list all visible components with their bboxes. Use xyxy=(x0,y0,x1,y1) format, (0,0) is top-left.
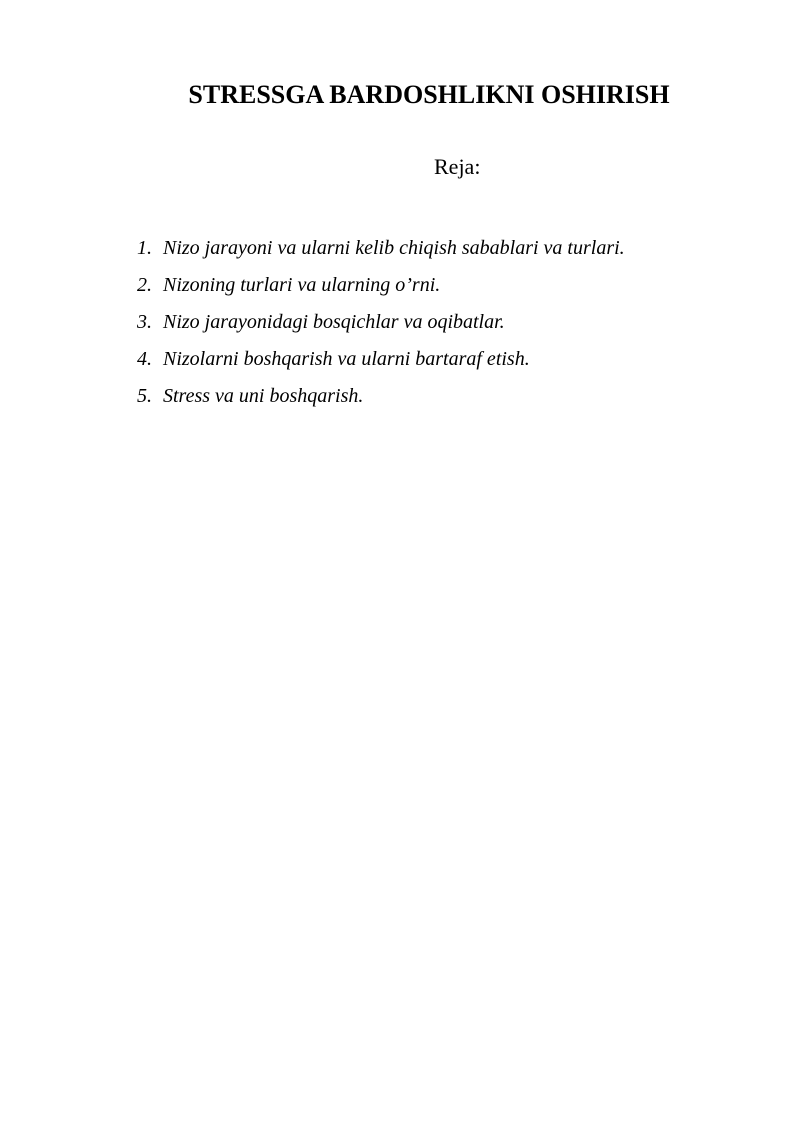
plan-item-4 xyxy=(137,346,625,383)
plan-item-number: 3. xyxy=(137,311,152,333)
plan-item-1 xyxy=(137,235,625,272)
plan-item-text: Nizoning turlari va ularning o’rni. xyxy=(163,274,441,296)
plan-item-text: Nizo jarayoni va ularni kelib chiqish sabablari va turlari. xyxy=(163,237,625,259)
plan-item-5 xyxy=(137,383,625,420)
plan-item-number: 4. xyxy=(137,348,152,370)
plan-item-text: Stress va uni boshqarish. xyxy=(163,385,364,407)
plan-heading: Reja: xyxy=(434,154,481,179)
plan-item-number: 2. xyxy=(137,274,152,296)
plan-item-number: 1. xyxy=(137,237,152,259)
document-title: STRESSGA BARDOSHLIKNI OSHIRISH xyxy=(188,80,670,109)
plan-item-text: Nizolarni boshqarish va ularni bartaraf etish. xyxy=(163,348,530,370)
plan-item-number: 5. xyxy=(137,385,152,407)
plan-item-2 xyxy=(137,272,625,309)
plan-list xyxy=(137,235,625,420)
plan-item-3 xyxy=(137,309,625,346)
plan-item-text: Nizo jarayonidagi bosqichlar va oqibatlar. xyxy=(163,311,505,333)
